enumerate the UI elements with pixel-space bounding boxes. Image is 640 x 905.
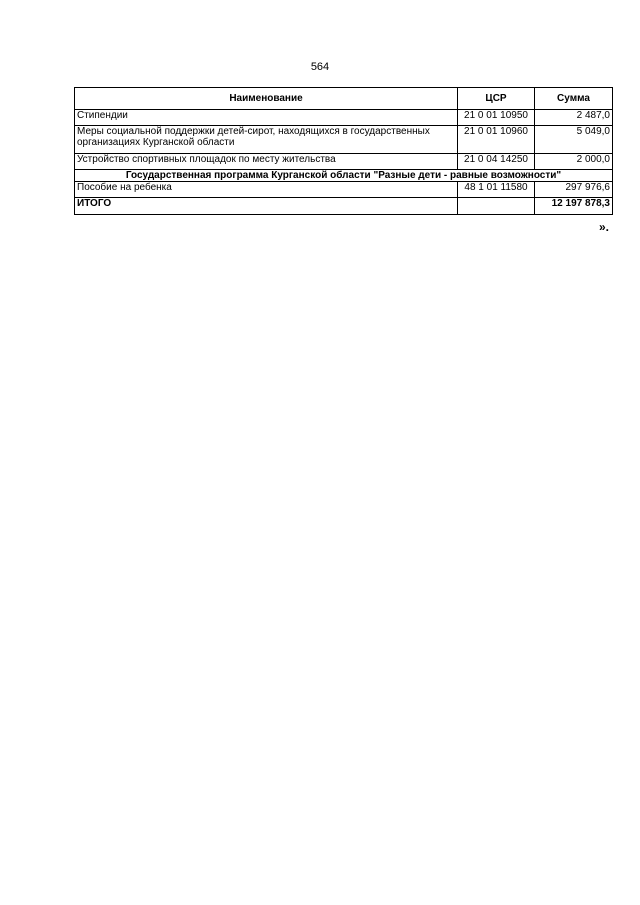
- row-name: Пособие на ребенка: [75, 182, 458, 198]
- row-sum: 2 000,0: [535, 154, 613, 170]
- header-name: Наименование: [75, 88, 458, 110]
- table-header-row: [75, 88, 613, 110]
- table-row: [75, 126, 613, 154]
- row-csr: 21 0 01 10960: [458, 126, 535, 154]
- row-csr: 21 0 01 10950: [458, 110, 535, 126]
- total-sum: 12 197 878,3: [535, 198, 613, 215]
- row-sum: 2 487,0: [535, 110, 613, 126]
- header-csr: ЦСР: [458, 88, 535, 110]
- row-sum: 297 976,6: [535, 182, 613, 198]
- page-number: 564: [310, 61, 330, 73]
- table-row: [75, 182, 613, 198]
- table-row: [75, 154, 613, 170]
- row-name: Меры социальной поддержки детей-сирот, находящихся в государственных организациях Курганской области: [75, 126, 458, 154]
- total-csr: [458, 198, 535, 215]
- row-name: Устройство спортивных площадок по месту жительства: [75, 154, 458, 170]
- closing-quote-mark: ».: [599, 220, 610, 234]
- table-row: [75, 110, 613, 126]
- total-row: [75, 198, 613, 215]
- budget-table: [74, 87, 613, 215]
- row-sum: 5 049,0: [535, 126, 613, 154]
- section-title: Государственная программа Курганской области "Разные дети - равные возможности": [75, 170, 613, 182]
- row-name: Стипендии: [75, 110, 458, 126]
- total-label: ИТОГО: [75, 198, 458, 215]
- section-row: [75, 170, 613, 182]
- row-csr: 21 0 04 14250: [458, 154, 535, 170]
- row-csr: 48 1 01 11580: [458, 182, 535, 198]
- header-sum: Сумма: [535, 88, 613, 110]
